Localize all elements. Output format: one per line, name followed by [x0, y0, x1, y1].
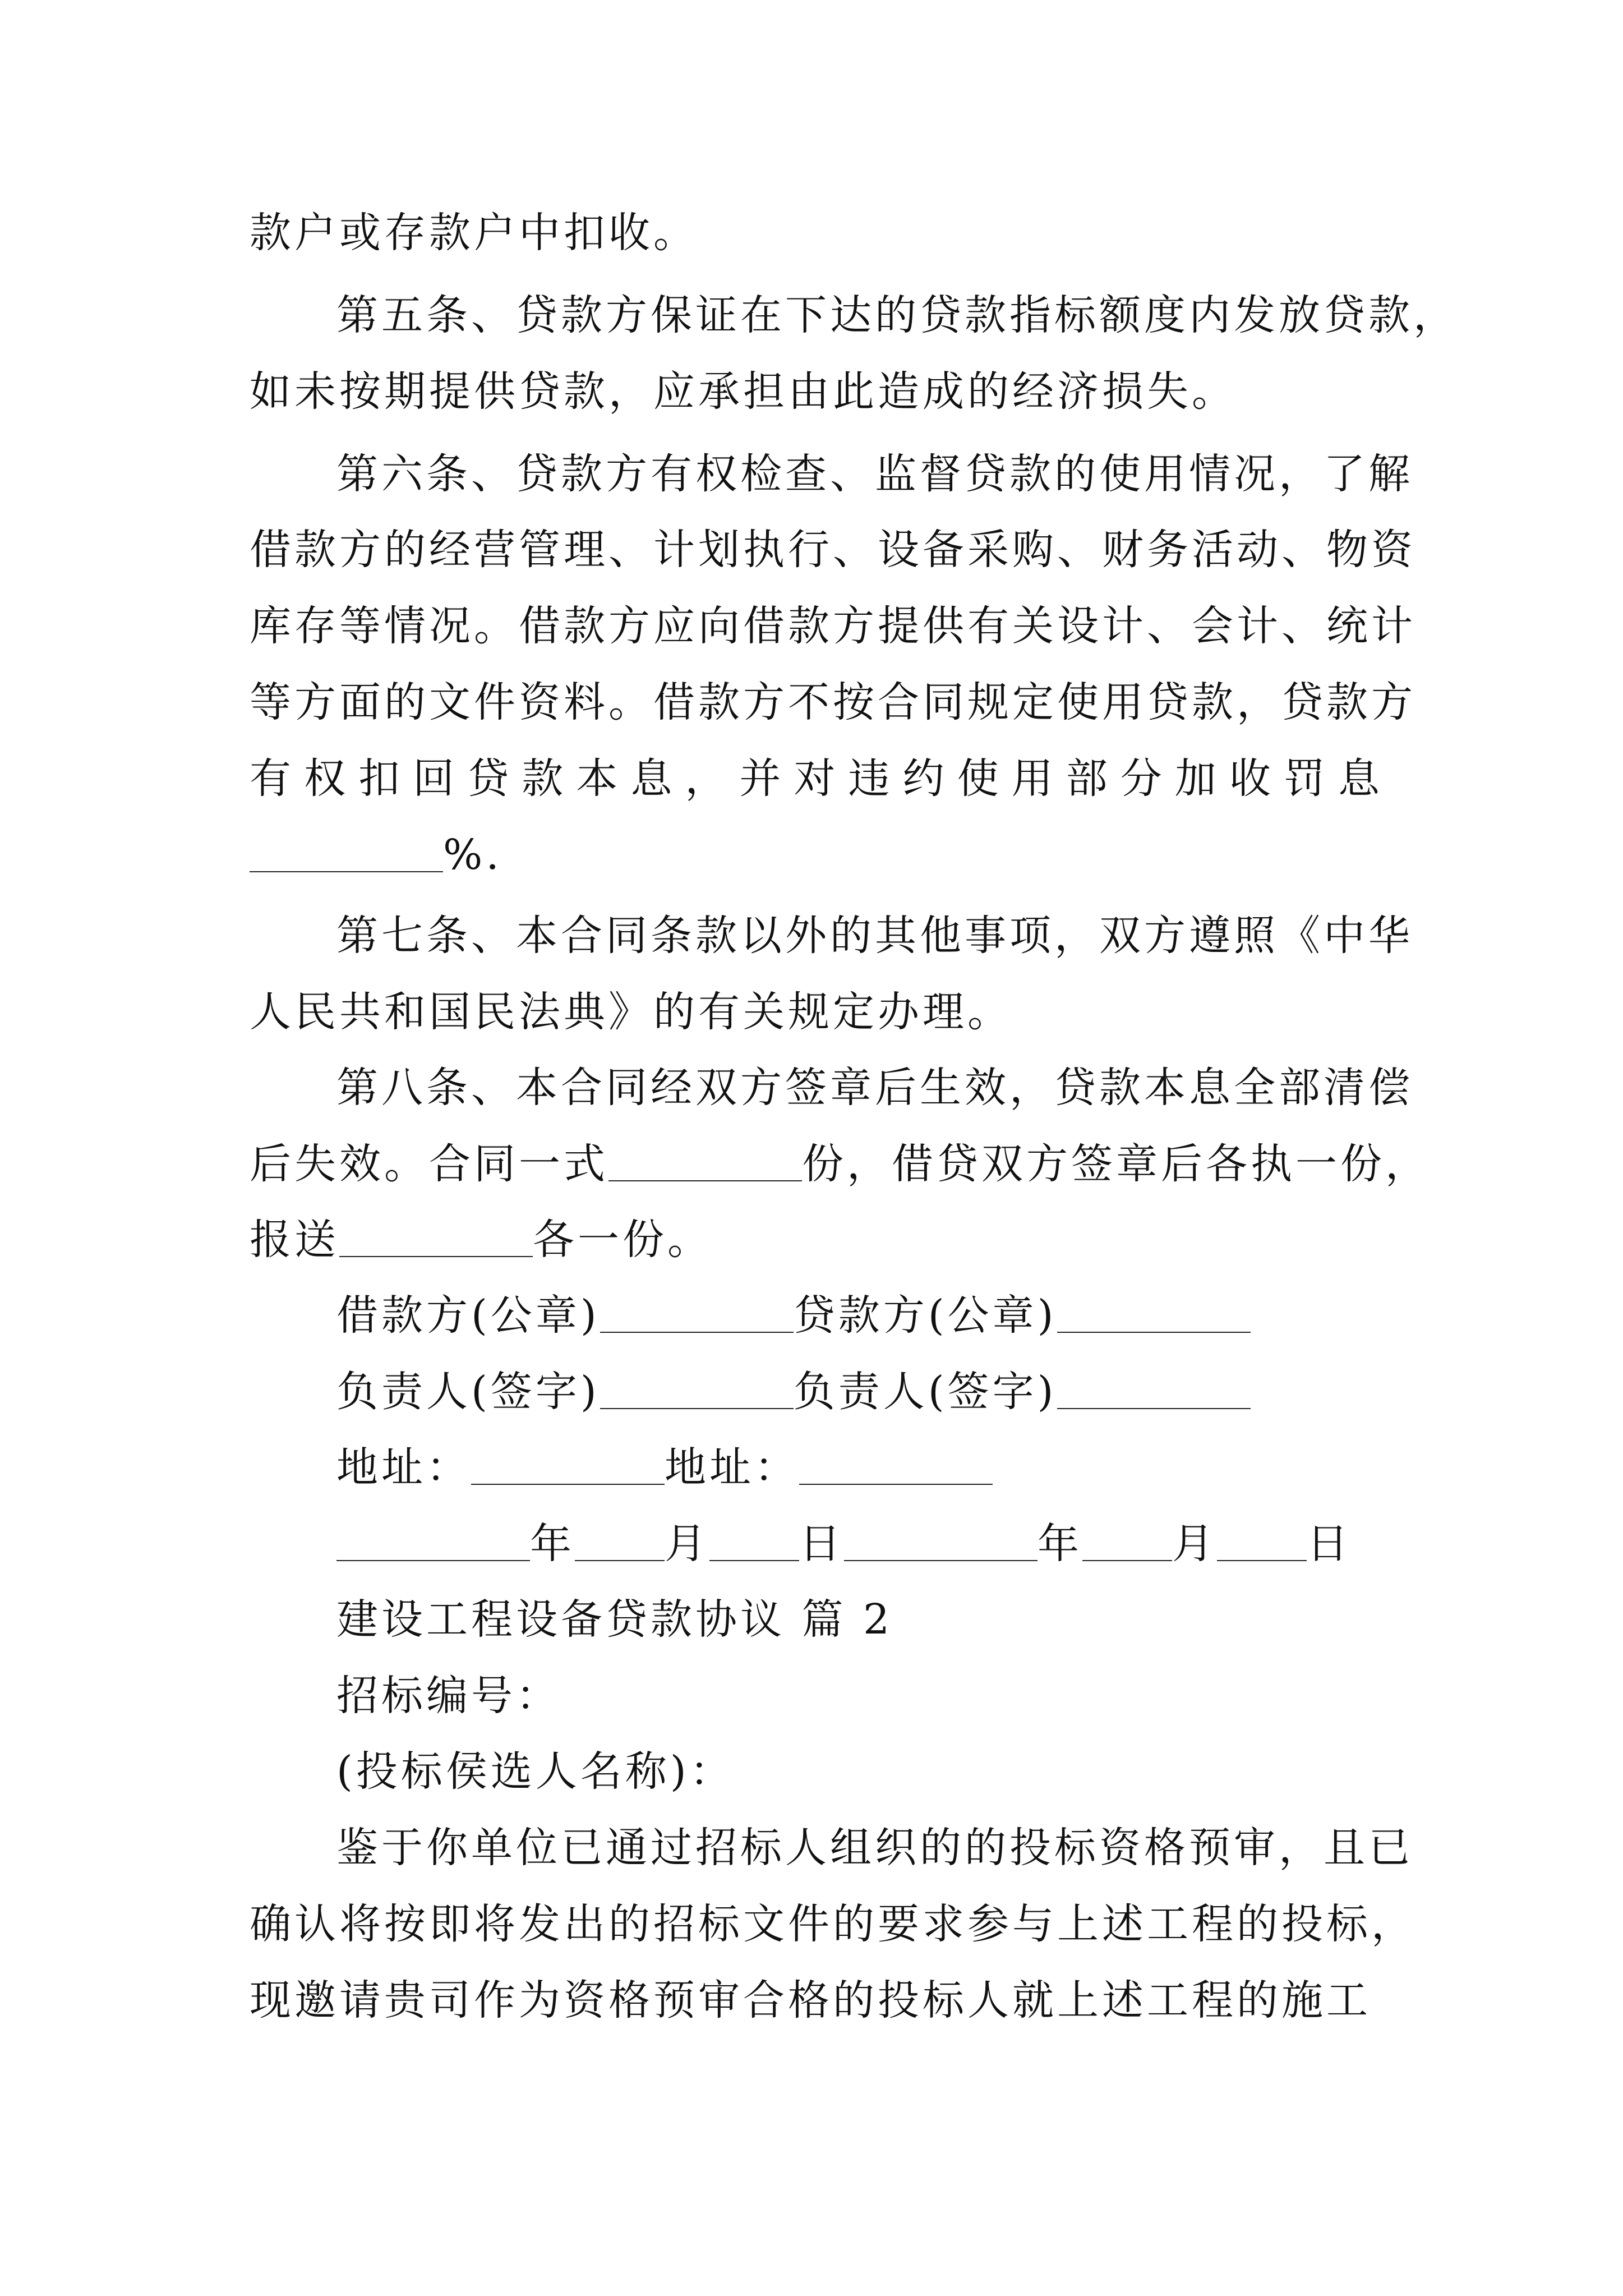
char: 违 — [848, 754, 890, 803]
borrower-day-blank[interactable] — [709, 1526, 799, 1561]
bid-number-label: 招标编号： — [336, 1672, 561, 1720]
char: 加 — [1174, 754, 1216, 803]
lender-address-label: 地址： — [665, 1443, 799, 1492]
article-7-line-2: 人民共和国民法典》的有关规定办理。 — [250, 988, 1012, 1036]
char: 贷 — [467, 754, 509, 803]
article-8-line-1: 第八条、本合同经双方签章后生效，贷款本息全部清偿 — [336, 1064, 1413, 1112]
article-6-line-4: 等方面的文件资料。借款方不按合同规定使用贷款，贷款方 — [250, 678, 1416, 726]
article-6-line-6 — [250, 827, 502, 883]
year-label: 年 — [530, 1520, 575, 1568]
char: 并 — [739, 754, 781, 803]
char: 约 — [902, 754, 944, 803]
address-line — [336, 1439, 993, 1496]
lender-seal-blank[interactable] — [1057, 1298, 1251, 1333]
char: 回 — [413, 754, 455, 803]
article-6-line-3: 库存等情况。借款方应向借款方提供有关设计、会计、统计 — [250, 602, 1416, 650]
char: 使 — [957, 754, 999, 803]
borrower-year-blank[interactable] — [336, 1526, 530, 1561]
article-7-line-1: 第七条、本合同条款以外的其他事项，双方遵照《中华 — [336, 912, 1413, 960]
article-8-line-2 — [250, 1136, 1430, 1192]
penalty-rate-blank[interactable] — [250, 838, 443, 872]
seal-line — [336, 1287, 1251, 1343]
char: 罚 — [1283, 754, 1325, 803]
char: 收 — [1229, 754, 1271, 803]
char: 息 — [630, 754, 672, 803]
article-5-tail-line: 款户或存款户中扣收。 — [250, 209, 698, 257]
lender-signer-label: 负责人(签字) — [793, 1368, 1057, 1416]
text: 报送 — [250, 1216, 339, 1264]
borrower-address-blank[interactable] — [471, 1450, 665, 1485]
char: 部 — [1066, 754, 1108, 803]
day-label: 日 — [799, 1520, 844, 1568]
lender-seal-label: 贷款方(公章) — [793, 1291, 1057, 1340]
section-2-title: 建设工程设备贷款协议 篇 2 — [336, 1595, 893, 1644]
char: 款 — [522, 754, 564, 803]
char: 用 — [1011, 754, 1053, 803]
article-8-line-3 — [250, 1212, 712, 1268]
char: 扣 — [358, 754, 400, 803]
char: 权 — [304, 754, 346, 803]
borrower-seal-blank[interactable] — [600, 1298, 794, 1333]
day-label: 日 — [1307, 1520, 1352, 1568]
article-6-line-2: 借款方的经营管理、计划执行、设备采购、财务活动、物资 — [250, 526, 1416, 574]
lender-month-blank[interactable] — [1082, 1526, 1172, 1561]
article-6-line-5 — [250, 751, 1380, 807]
invitation-line-3: 现邀请贵司作为资格预审合格的投标人就上述工程的施工 — [250, 1976, 1371, 2024]
text: 后失效。合同一式 — [250, 1140, 608, 1188]
article-5-line-1: 第五条、贷款方保证在下达的贷款指标额度内发放贷款， — [336, 291, 1458, 339]
month-label: 月 — [665, 1520, 709, 1568]
lender-year-blank[interactable] — [844, 1526, 1038, 1561]
char: 分 — [1120, 754, 1162, 803]
lender-address-blank[interactable] — [799, 1450, 993, 1485]
char: 有 — [250, 754, 291, 803]
borrower-seal-label: 借款方(公章) — [336, 1291, 600, 1340]
article-6-line-1: 第六条、贷款方有权检查、监督贷款的使用情况，了解 — [336, 450, 1413, 498]
borrower-address-label: 地址： — [336, 1443, 471, 1492]
borrower-signer-blank[interactable] — [600, 1374, 794, 1409]
article-5-line-2: 如未按期提供贷款，应承担由此造成的经济损失。 — [250, 367, 1237, 416]
text: 份，借贷双方签章后各执一份， — [802, 1140, 1430, 1188]
date-line — [336, 1516, 1352, 1572]
invitation-line-1: 鉴于你单位已通过招标人组织的的投标资格预审，且已 — [336, 1824, 1413, 1872]
lender-day-blank[interactable] — [1217, 1526, 1307, 1561]
copies-blank[interactable] — [608, 1147, 802, 1181]
char: ， — [685, 754, 727, 803]
char: 息 — [1338, 754, 1380, 803]
text: 各一份。 — [533, 1216, 712, 1264]
char: 本 — [576, 754, 618, 803]
borrower-month-blank[interactable] — [575, 1526, 665, 1561]
percent-suffix: %. — [443, 831, 502, 879]
char: 对 — [794, 754, 836, 803]
invitation-line-2: 确认将按即将发出的招标文件的要求参与上述工程的投标， — [250, 1900, 1416, 1948]
report-to-blank[interactable] — [339, 1222, 533, 1257]
year-label: 年 — [1038, 1520, 1082, 1568]
candidate-name-label: (投标侯选人名称)： — [336, 1747, 735, 1796]
signer-line — [336, 1364, 1251, 1420]
borrower-signer-label: 负责人(签字) — [336, 1368, 600, 1416]
lender-signer-blank[interactable] — [1057, 1374, 1251, 1409]
month-label: 月 — [1172, 1520, 1217, 1568]
